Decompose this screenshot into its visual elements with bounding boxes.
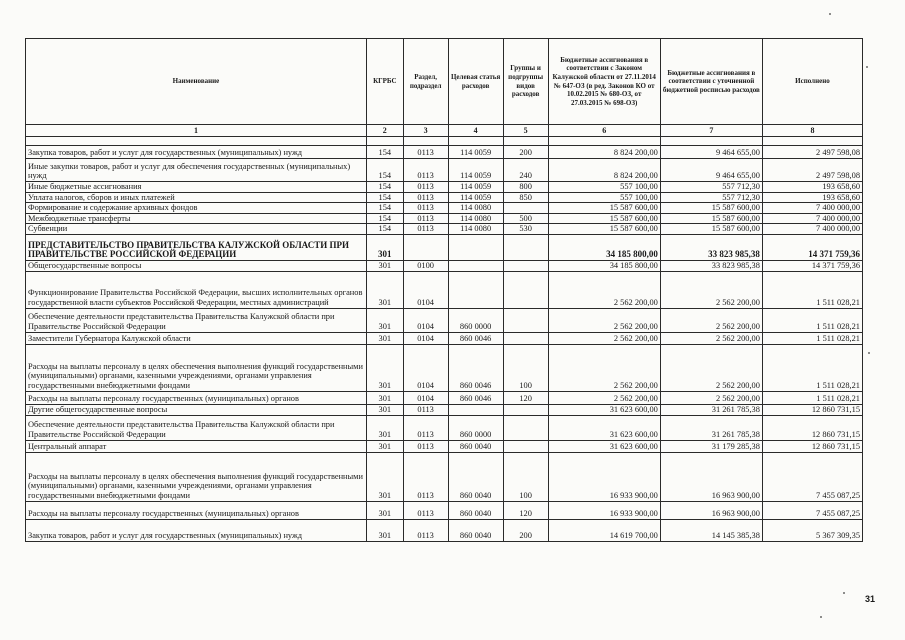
- row-refined: 9 464 655,00: [660, 159, 762, 182]
- row-name: Субвенции: [26, 224, 367, 235]
- row-law: 8 824 200,00: [548, 159, 660, 182]
- row-done: 1 511 028,21: [762, 391, 862, 404]
- row-refined: 14 145 385,38: [660, 519, 762, 541]
- row-kgrbs: 154: [366, 203, 403, 214]
- table-row: [26, 260, 863, 271]
- row-done: 7 455 087,25: [762, 452, 862, 501]
- col-number: 1: [26, 125, 367, 137]
- row-refined: 16 963 900,00: [660, 501, 762, 519]
- row-name: Расходы на выплаты персоналу в целях обеспечения выполнения функций государственными (муниципальными) органами, казенными учреждениями, органами управления государственными внебюджетными фондами: [26, 344, 367, 391]
- row-kgrbs: 301: [366, 271, 403, 308]
- row-refined: 2 562 200,00: [660, 308, 762, 332]
- scan-speck: [829, 13, 831, 15]
- row-done: 7 400 000,00: [762, 224, 862, 235]
- table-row: [26, 159, 863, 182]
- col-number: 4: [448, 125, 503, 137]
- row-target: 114 0080: [448, 203, 503, 214]
- row-done: 1 511 028,21: [762, 308, 862, 332]
- row-kgrbs: 301: [366, 332, 403, 344]
- row-group: 240: [503, 159, 548, 182]
- row-refined: 15 587 600,00: [660, 213, 762, 224]
- row-name: Обеспечение деятельности представительства Правительства Калужской области при Правительстве Российской Федерации: [26, 415, 367, 440]
- row-kgrbs: 301: [366, 501, 403, 519]
- row-target: 114 0059: [448, 192, 503, 203]
- table-row: [26, 203, 863, 214]
- header-groups: Группы и подгруппы видов расходов: [503, 39, 548, 125]
- scan-speck: [866, 66, 868, 68]
- row-target: [448, 234, 503, 260]
- row-target: 114 0080: [448, 224, 503, 235]
- header-refined: Бюджетные ассигнования в соответствии с уточненной бюджетной росписью расходов: [660, 39, 762, 125]
- row-target: 860 0000: [448, 308, 503, 332]
- row-done: 12 860 731,15: [762, 440, 862, 452]
- row-refined: 2 562 200,00: [660, 332, 762, 344]
- row-law: 2 562 200,00: [548, 332, 660, 344]
- row-name: Закупка товаров, работ и услуг для государственных (муниципальных) нужд: [26, 519, 367, 541]
- row-name: Расходы на выплаты персоналу в целях обеспечения выполнения функций государственными (муниципальными) органами, казенными учреждениями, органами управления государственными внебюджетными фондами: [26, 452, 367, 501]
- row-group: 850: [503, 192, 548, 203]
- table-row: [26, 404, 863, 415]
- row-done: 7 455 087,25: [762, 501, 862, 519]
- table-row: [26, 332, 863, 344]
- row-law: 16 933 900,00: [548, 501, 660, 519]
- row-section: 0104: [403, 332, 448, 344]
- row-section: 0113: [403, 159, 448, 182]
- col-number: 7: [660, 125, 762, 137]
- row-law: 2 562 200,00: [548, 308, 660, 332]
- row-refined: 15 587 600,00: [660, 224, 762, 235]
- table-row: [26, 182, 863, 193]
- row-kgrbs: 301: [366, 260, 403, 271]
- row-target: 860 0046: [448, 332, 503, 344]
- row-group: [503, 404, 548, 415]
- header-target: Целевая статья расходов: [448, 39, 503, 125]
- row-done: 193 658,60: [762, 192, 862, 203]
- col-number: 8: [762, 125, 862, 137]
- table-row: [26, 440, 863, 452]
- row-done: 1 511 028,21: [762, 332, 862, 344]
- row-kgrbs: 154: [366, 224, 403, 235]
- header-name: Наименование: [26, 39, 367, 125]
- row-done: 2 497 598,08: [762, 159, 862, 182]
- row-kgrbs: 154: [366, 182, 403, 193]
- row-name: Расходы на выплаты персоналу государственных (муниципальных) органов: [26, 501, 367, 519]
- row-law: 2 562 200,00: [548, 344, 660, 391]
- row-kgrbs: 301: [366, 344, 403, 391]
- table-row: [26, 271, 863, 308]
- row-refined: 557 712,30: [660, 192, 762, 203]
- row-law: 2 562 200,00: [548, 271, 660, 308]
- row-group: 500: [503, 213, 548, 224]
- row-section: 0113: [403, 224, 448, 235]
- row-kgrbs: 301: [366, 452, 403, 501]
- row-section: 0104: [403, 271, 448, 308]
- row-refined: 2 562 200,00: [660, 344, 762, 391]
- col-number: 2: [366, 125, 403, 137]
- row-done: 12 860 731,15: [762, 415, 862, 440]
- row-group: [503, 308, 548, 332]
- row-refined: 2 562 200,00: [660, 271, 762, 308]
- row-section: 0113: [403, 203, 448, 214]
- row-kgrbs: 301: [366, 234, 403, 260]
- row-kgrbs: 301: [366, 391, 403, 404]
- table-row: [26, 519, 863, 541]
- row-group: 120: [503, 391, 548, 404]
- row-law: 34 185 800,00: [548, 260, 660, 271]
- table-row: [26, 234, 863, 260]
- row-kgrbs: 301: [366, 415, 403, 440]
- row-target: 860 0040: [448, 519, 503, 541]
- row-done: 1 511 028,21: [762, 271, 862, 308]
- table-row: [26, 213, 863, 224]
- row-target: 860 0046: [448, 344, 503, 391]
- row-target: 114 0059: [448, 159, 503, 182]
- row-group: 100: [503, 452, 548, 501]
- table-row: [26, 308, 863, 332]
- row-name: Общегосударственные вопросы: [26, 260, 367, 271]
- scan-speck: [868, 352, 870, 354]
- row-target: 860 0046: [448, 391, 503, 404]
- row-kgrbs: 301: [366, 440, 403, 452]
- row-section: 0113: [403, 440, 448, 452]
- row-section: 0104: [403, 391, 448, 404]
- row-section: 0113: [403, 404, 448, 415]
- row-group: [503, 271, 548, 308]
- row-law: 31 623 600,00: [548, 415, 660, 440]
- budget-table: [25, 38, 863, 542]
- row-refined: 33 823 985,38: [660, 260, 762, 271]
- row-law: 15 587 600,00: [548, 224, 660, 235]
- col-number: 5: [503, 125, 548, 137]
- row-section: 0104: [403, 344, 448, 391]
- row-law: 16 933 900,00: [548, 452, 660, 501]
- row-name: Уплата налогов, сборов и иных платежей: [26, 192, 367, 203]
- row-name: Иные закупки товаров, работ и услуг для обеспечения государственных (муниципальных) нужд: [26, 159, 367, 182]
- row-name: ПРЕДСТАВИТЕЛЬСТВО ПРАВИТЕЛЬСТВА КАЛУЖСКОЙ ОБЛАСТИ ПРИ ПРАВИТЕЛЬСТВЕ РОССИЙСКОЙ ФЕДЕРАЦИИ: [26, 234, 367, 260]
- table-row: [26, 452, 863, 501]
- row-target: [448, 271, 503, 308]
- table-row: [26, 415, 863, 440]
- row-target: 860 0040: [448, 501, 503, 519]
- row-name: Заместители Губернатора Калужской области: [26, 332, 367, 344]
- row-done: 12 860 731,15: [762, 404, 862, 415]
- row-name: Центральный аппарат: [26, 440, 367, 452]
- row-name: Закупка товаров, работ и услуг для государственных (муниципальных) нужд: [26, 146, 367, 159]
- row-refined: 33 823 985,38: [660, 234, 762, 260]
- row-section: 0113: [403, 519, 448, 541]
- row-law: 31 623 600,00: [548, 440, 660, 452]
- row-done: 7 400 000,00: [762, 213, 862, 224]
- row-section: 0100: [403, 260, 448, 271]
- row-law: 34 185 800,00: [548, 234, 660, 260]
- row-law: 8 824 200,00: [548, 146, 660, 159]
- row-refined: 31 261 785,38: [660, 415, 762, 440]
- row-group: [503, 415, 548, 440]
- row-name: Обеспечение деятельности представительства Правительства Калужской области при Правительстве Российской Федерации: [26, 308, 367, 332]
- row-group: 800: [503, 182, 548, 193]
- page-number: 31: [864, 594, 875, 604]
- row-target: 860 0040: [448, 440, 503, 452]
- row-done: 2 497 598,08: [762, 146, 862, 159]
- row-group: [503, 332, 548, 344]
- column-number-row: [26, 125, 863, 137]
- row-target: 860 0040: [448, 452, 503, 501]
- row-target: 860 0000: [448, 415, 503, 440]
- table-row: [26, 391, 863, 404]
- row-group: 200: [503, 519, 548, 541]
- row-done: 5 367 309,35: [762, 519, 862, 541]
- row-group: 100: [503, 344, 548, 391]
- row-name: Расходы на выплаты персоналу государственных (муниципальных) органов: [26, 391, 367, 404]
- row-done: 1 511 028,21: [762, 344, 862, 391]
- row-name: Межбюджетные трансферты: [26, 213, 367, 224]
- row-kgrbs: 154: [366, 159, 403, 182]
- row-name: Формирование и содержание архивных фондов: [26, 203, 367, 214]
- row-kgrbs: 154: [366, 213, 403, 224]
- row-kgrbs: 154: [366, 146, 403, 159]
- row-done: 193 658,60: [762, 182, 862, 193]
- row-law: 31 623 600,00: [548, 404, 660, 415]
- row-refined: 31 261 785,38: [660, 404, 762, 415]
- row-section: 0113: [403, 192, 448, 203]
- row-target: 114 0059: [448, 182, 503, 193]
- row-section: 0113: [403, 501, 448, 519]
- scan-speck: [843, 592, 845, 594]
- row-done: 14 371 759,36: [762, 234, 862, 260]
- header-section: Раздел, подраздел: [403, 39, 448, 125]
- row-kgrbs: 301: [366, 404, 403, 415]
- table-row: [26, 224, 863, 235]
- header-kgrbs: КГРБС: [366, 39, 403, 125]
- row-done: 14 371 759,36: [762, 260, 862, 271]
- col-number: 6: [548, 125, 660, 137]
- row-name: Другие общегосударственные вопросы: [26, 404, 367, 415]
- row-refined: 16 963 900,00: [660, 452, 762, 501]
- row-section: [403, 234, 448, 260]
- row-law: 2 562 200,00: [548, 391, 660, 404]
- row-law: 15 587 600,00: [548, 203, 660, 214]
- row-section: 0113: [403, 452, 448, 501]
- row-target: 114 0059: [448, 146, 503, 159]
- row-kgrbs: 301: [366, 308, 403, 332]
- row-done: 7 400 000,00: [762, 203, 862, 214]
- row-refined: 557 712,30: [660, 182, 762, 193]
- table-row: [26, 501, 863, 519]
- col-number: 3: [403, 125, 448, 137]
- row-kgrbs: 301: [366, 519, 403, 541]
- row-group: 200: [503, 146, 548, 159]
- row-group: [503, 260, 548, 271]
- row-section: 0104: [403, 308, 448, 332]
- row-group: [503, 203, 548, 214]
- scan-speck: [820, 616, 822, 618]
- row-group: 120: [503, 501, 548, 519]
- row-group: 530: [503, 224, 548, 235]
- row-refined: 9 464 655,00: [660, 146, 762, 159]
- row-name: Иные бюджетные ассигнования: [26, 182, 367, 193]
- row-kgrbs: 154: [366, 192, 403, 203]
- row-target: 114 0080: [448, 213, 503, 224]
- row-law: 15 587 600,00: [548, 213, 660, 224]
- row-section: 0113: [403, 182, 448, 193]
- table-row: [26, 146, 863, 159]
- row-group: [503, 234, 548, 260]
- row-target: [448, 260, 503, 271]
- row-name: Функционирование Правительства Российской Федерации, высших исполнительных органов государственной власти субъектов Российской Федерации, местных администраций: [26, 271, 367, 308]
- table-row: [26, 344, 863, 391]
- table-body: [26, 146, 863, 542]
- header-law: Бюджетные ассигнования в соответствии с Законом Калужской области от 27.11.2014 № 647-ОЗ (в ред. Законов КО от 10.02.2015 № 680-ОЗ, от 27.03.2015 № 698-ОЗ): [548, 39, 660, 125]
- row-section: 0113: [403, 213, 448, 224]
- row-refined: 2 562 200,00: [660, 391, 762, 404]
- header-done: Исполнено: [762, 39, 862, 125]
- table-row: [26, 192, 863, 203]
- spacer-row: [26, 137, 863, 146]
- row-law: 557 100,00: [548, 192, 660, 203]
- row-refined: 15 587 600,00: [660, 203, 762, 214]
- row-law: 14 619 700,00: [548, 519, 660, 541]
- row-group: [503, 440, 548, 452]
- row-section: 0113: [403, 146, 448, 159]
- row-target: [448, 404, 503, 415]
- row-law: 557 100,00: [548, 182, 660, 193]
- row-refined: 31 179 285,38: [660, 440, 762, 452]
- row-section: 0113: [403, 415, 448, 440]
- header-row: [26, 39, 863, 125]
